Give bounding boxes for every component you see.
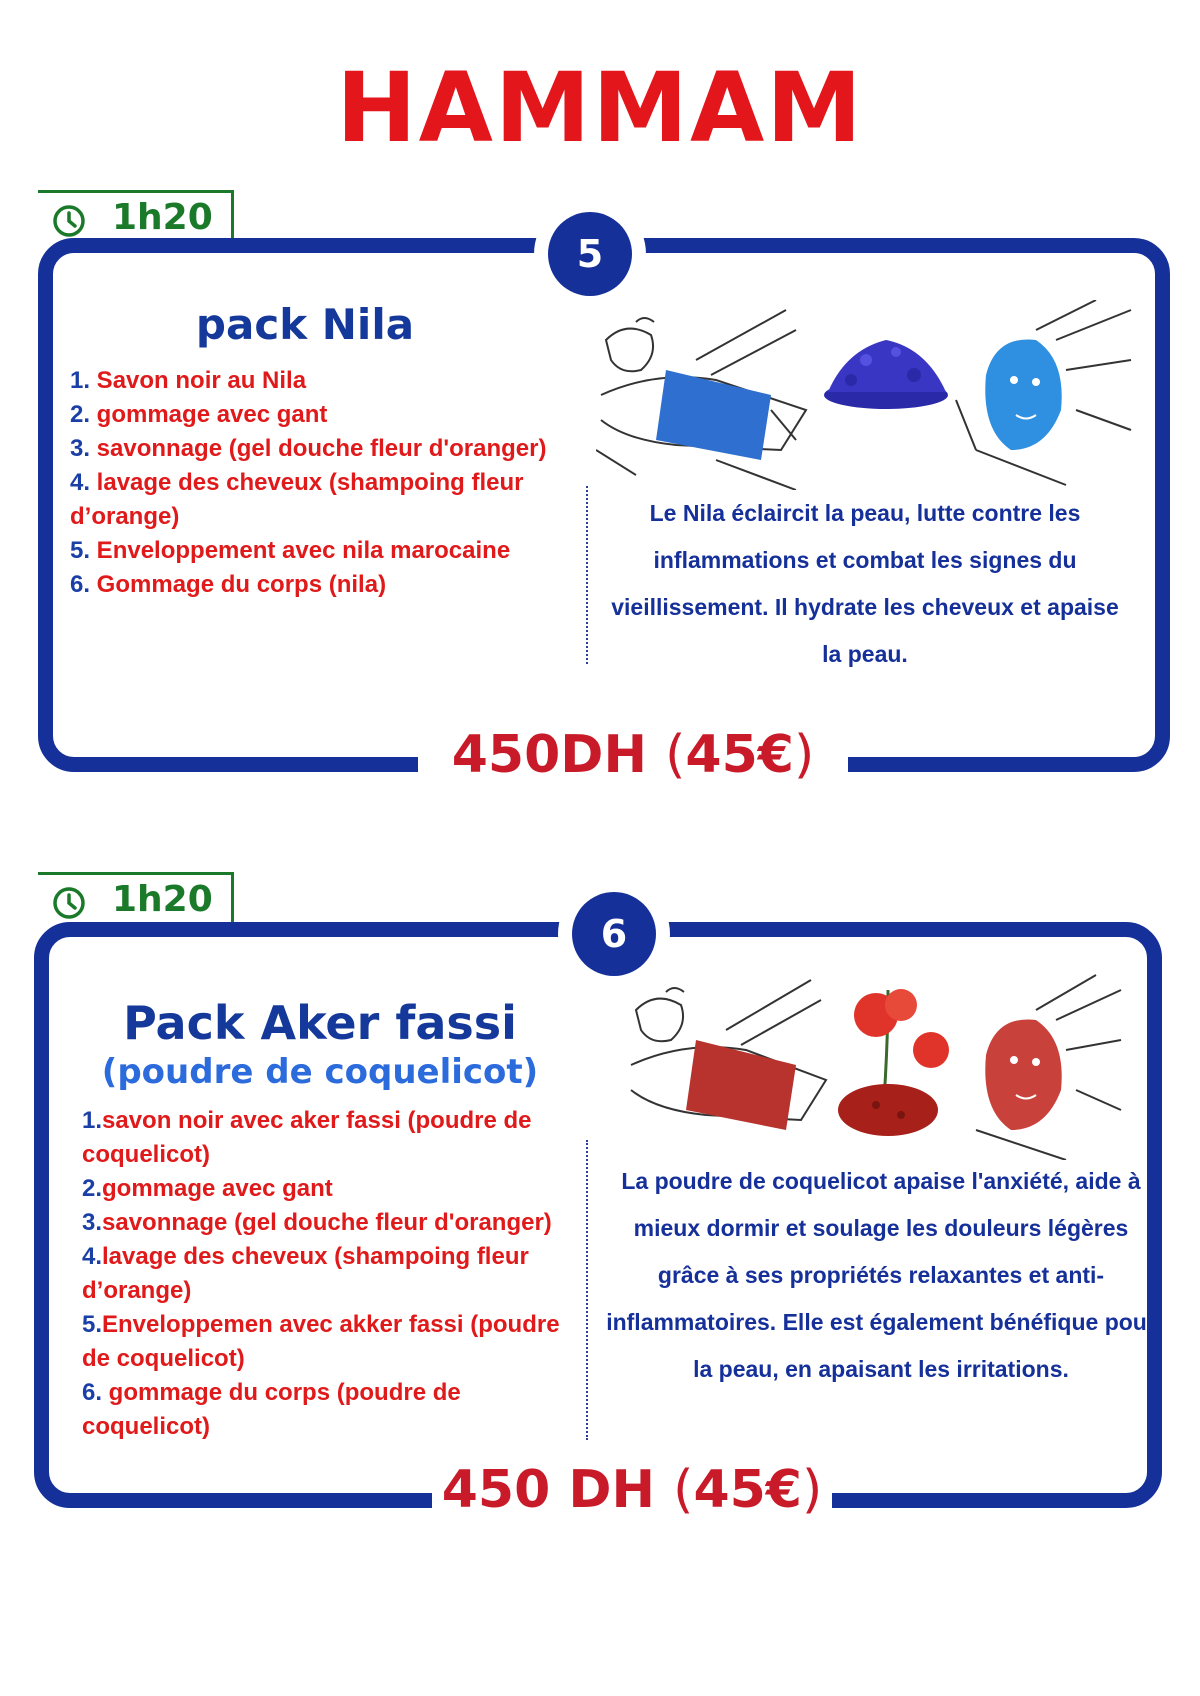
- list-item: 6. Gommage du corps (nila): [70, 571, 387, 598]
- back-massage-illustration-icon: [631, 980, 826, 1130]
- pack-price: [418, 720, 848, 790]
- duration-label: 1h20: [112, 879, 213, 920]
- price-euro: 45€: [693, 1460, 802, 1520]
- list-item: 1.savon noir avec aker fassi (poudre de coquelicot): [82, 1107, 532, 1168]
- price-paren: ): [793, 725, 815, 785]
- list-item: 3.savonnage (gel douche fleur d'oranger): [82, 1209, 552, 1236]
- list-item: 2.gommage avec gant: [82, 1175, 333, 1202]
- face-mask-illustration-icon: [956, 300, 1131, 485]
- page-title: HAMMAM: [336, 52, 864, 164]
- pack-images: [626, 970, 1126, 1160]
- list-item: 4.lavage des cheveux (shampoing fleur d’orange): [82, 1243, 529, 1304]
- list-item: 5.Enveloppemen avec akker fassi (poudre de coquelicot): [82, 1311, 560, 1372]
- steps-list: [70, 364, 570, 602]
- pack-number-badge: 5: [548, 212, 632, 296]
- pack-description: La poudre de coquelicot apaise l'anxiété, aide à mieux dormir et soulage les douleurs légères grâce à ses propriétés relaxantes et anti-inflammatoires. Elle est également bénéfique pour la peau, en apaisant les irritations.: [606, 1168, 1156, 1382]
- steps-list: [82, 1104, 572, 1444]
- nila-powder-icon: [824, 340, 948, 409]
- column-divider: [586, 486, 588, 664]
- price-euro: 45€: [685, 725, 794, 785]
- duration-tag: [38, 190, 234, 244]
- poppy-powder-icon: [838, 989, 949, 1136]
- list-item: 5. Enveloppement avec nila marocaine: [70, 537, 511, 564]
- price-dh: 450 DH: [441, 1460, 674, 1520]
- back-massage-illustration-icon: [596, 310, 806, 490]
- pack-images: [596, 300, 1136, 490]
- price-paren: (: [673, 1460, 694, 1520]
- price-paren: ): [801, 1460, 823, 1520]
- pack-title: Pack Aker fassi: [123, 996, 517, 1050]
- duration-label: 1h20: [112, 197, 213, 238]
- duration-tag: [38, 872, 234, 926]
- list-item: 4. lavage des cheveux (shampoing fleur d’orange): [70, 469, 524, 530]
- pack-number-badge: 6: [572, 892, 656, 976]
- list-item: 6. gommage du corps (poudre de coquelicot): [82, 1379, 461, 1440]
- clock-icon: [52, 886, 86, 920]
- list-item: 1. Savon noir au Nila: [70, 367, 307, 394]
- list-item: 2. gommage avec gant: [70, 401, 328, 428]
- face-mask-illustration-icon: [976, 975, 1121, 1160]
- pack-title: pack Nila: [195, 300, 415, 349]
- pack-description: Le Nila éclaircit la peau, lutte contre les inflammations et combat les signes du vieillissement. Il hydrate les cheveux et apaise la peau.: [611, 500, 1119, 667]
- clock-icon: [52, 204, 86, 238]
- pack-price: [432, 1455, 832, 1525]
- pack-subtitle: (poudre de coquelicot): [101, 1052, 539, 1092]
- column-divider: [586, 1140, 588, 1440]
- price-paren: (: [665, 725, 686, 785]
- list-item: 3. savonnage (gel douche fleur d'oranger): [70, 435, 547, 462]
- price-dh: 450DH: [451, 725, 666, 785]
